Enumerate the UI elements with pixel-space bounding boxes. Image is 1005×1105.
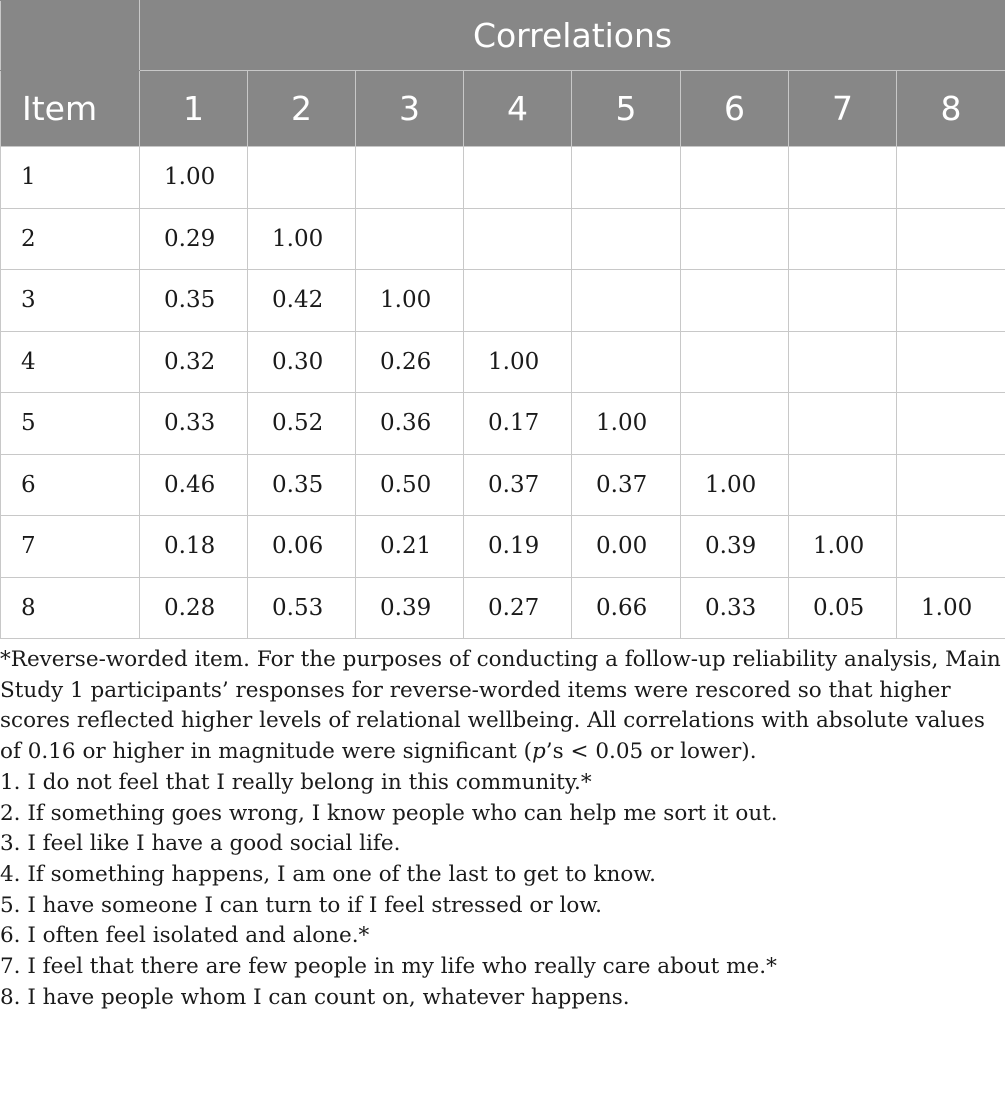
- item-text-4: 4. If something happens, I am one of the last to get to know.: [0, 861, 656, 887]
- item-number-cell: 2: [1, 208, 140, 270]
- correlation-cell: 1.00: [464, 331, 572, 393]
- column-header-8: 8: [897, 71, 1005, 147]
- correlation-cell: [789, 147, 897, 209]
- correlation-cell: 1.00: [789, 516, 897, 578]
- correlation-cell: 1.00: [248, 208, 356, 270]
- table-footnote: [0, 645, 1005, 768]
- item-number-cell: 3: [1, 270, 140, 332]
- correlation-cell: 0.00: [572, 516, 681, 578]
- item-text-5: 5. I have someone I can turn to if I feel stressed or low.: [0, 892, 602, 918]
- correlation-cell: 1.00: [897, 577, 1005, 639]
- correlation-cell: [789, 454, 897, 516]
- correlation-cell: 0.37: [464, 454, 572, 516]
- correlation-cell: 0.29: [140, 208, 248, 270]
- correlation-cell: 0.26: [356, 331, 464, 393]
- correlation-cell: [356, 147, 464, 209]
- correlations-header: Correlations: [140, 1, 1005, 71]
- correlation-cell: [789, 393, 897, 455]
- correlation-cell: 0.18: [140, 516, 248, 578]
- correlation-cell: 0.36: [356, 393, 464, 455]
- table-row: [1, 454, 1005, 516]
- correlation-cell: [572, 208, 681, 270]
- table-row: [1, 577, 1005, 639]
- item-text-8: 8. I have people whom I can count on, whatever happens.: [0, 984, 630, 1010]
- correlation-cell: [897, 393, 1005, 455]
- item-number-cell: 5: [1, 393, 140, 455]
- item-number-cell: 7: [1, 516, 140, 578]
- correlation-cell: 0.46: [140, 454, 248, 516]
- correlation-cell: [897, 147, 1005, 209]
- footnote-text-start: *Reverse-worded item. For the purposes of conducting a follow-up reliability analysis, Main Study 1 participants’ responses for reverse-worded items were rescored so that higher scores reflected higher levels of relational wellbeing. All correlations with absolute values of 0.16 or higher in magnitude were significant (: [0, 647, 1001, 765]
- correlation-cell: 0.17: [464, 393, 572, 455]
- table-body: [1, 147, 1005, 639]
- correlation-cell: [897, 516, 1005, 578]
- correlation-cell: 0.19: [464, 516, 572, 578]
- correlation-cell: 0.21: [356, 516, 464, 578]
- table-row: [1, 516, 1005, 578]
- correlation-cell: 0.53: [248, 577, 356, 639]
- item-number-cell: 8: [1, 577, 140, 639]
- correlation-cell: [789, 208, 897, 270]
- correlation-cell: 1.00: [356, 270, 464, 332]
- column-header-7: 7: [789, 71, 897, 147]
- column-header-4: 4: [464, 71, 572, 147]
- correlation-cell: [356, 208, 464, 270]
- correlation-cell: [572, 331, 681, 393]
- correlation-cell: [681, 270, 789, 332]
- correlation-cell: [789, 331, 897, 393]
- correlation-cell: 0.39: [681, 516, 789, 578]
- correlation-cell: [572, 270, 681, 332]
- correlation-cell: [897, 454, 1005, 516]
- correlation-cell: 0.37: [572, 454, 681, 516]
- correlation-cell: 0.32: [140, 331, 248, 393]
- item-number-cell: 6: [1, 454, 140, 516]
- table-row: [1, 331, 1005, 393]
- correlation-cell: [681, 393, 789, 455]
- correlation-cell: 0.35: [140, 270, 248, 332]
- correlation-cell: [464, 270, 572, 332]
- footnote-italic-p: p: [532, 739, 546, 765]
- item-text-3: 3. I feel like I have a good social life.: [0, 831, 401, 857]
- item-text-1: 1. I do not feel that I really belong in this community.*: [0, 769, 592, 795]
- column-header-3: 3: [356, 71, 464, 147]
- correlation-cell: 1.00: [681, 454, 789, 516]
- correlation-cell: [248, 147, 356, 209]
- correlation-cell: 0.35: [248, 454, 356, 516]
- correlation-cell: [464, 147, 572, 209]
- table-row: [1, 208, 1005, 270]
- item-text-6: 6. I often feel isolated and alone.*: [0, 923, 370, 949]
- correlation-cell: 1.00: [140, 147, 248, 209]
- column-header-1: 1: [140, 71, 248, 147]
- header-row-group: [1, 1, 1005, 71]
- correlation-cell: 0.06: [248, 516, 356, 578]
- table-row: [1, 270, 1005, 332]
- correlation-cell: 1.00: [572, 393, 681, 455]
- correlation-cell: 0.30: [248, 331, 356, 393]
- correlation-cell: 0.66: [572, 577, 681, 639]
- correlation-cell: [897, 208, 1005, 270]
- correlation-cell: [897, 331, 1005, 393]
- item-number-cell: 1: [1, 147, 140, 209]
- item-text-7: 7. I feel that there are few people in my life who really care about me.*: [0, 954, 777, 980]
- item-text-2: 2. If something goes wrong, I know people who can help me sort it out.: [0, 800, 778, 826]
- correlation-cell: [681, 147, 789, 209]
- correlation-cell: 0.28: [140, 577, 248, 639]
- correlation-cell: 0.33: [681, 577, 789, 639]
- correlation-cell: [572, 147, 681, 209]
- footnote-text-end: ’s < 0.05 or lower).: [545, 739, 757, 765]
- correlation-cell: 0.33: [140, 393, 248, 455]
- correlation-cell: [681, 208, 789, 270]
- table-row: [1, 147, 1005, 209]
- correlation-cell: 0.42: [248, 270, 356, 332]
- correlation-cell: [789, 270, 897, 332]
- column-header-6: 6: [681, 71, 789, 147]
- correlation-cell: 0.27: [464, 577, 572, 639]
- item-column-header: Item: [1, 71, 140, 147]
- correlation-cell: [464, 208, 572, 270]
- correlation-cell: [897, 270, 1005, 332]
- header-blank-cell: [1, 1, 140, 71]
- table-notes: [0, 639, 1005, 1013]
- correlation-cell: 0.50: [356, 454, 464, 516]
- column-header-5: 5: [572, 71, 681, 147]
- correlation-cell: [681, 331, 789, 393]
- correlation-cell: 0.39: [356, 577, 464, 639]
- table-row: [1, 393, 1005, 455]
- column-header-2: 2: [248, 71, 356, 147]
- header-row-columns: [1, 71, 1005, 147]
- correlation-cell: 0.52: [248, 393, 356, 455]
- item-number-cell: 4: [1, 331, 140, 393]
- correlation-cell: 0.05: [789, 577, 897, 639]
